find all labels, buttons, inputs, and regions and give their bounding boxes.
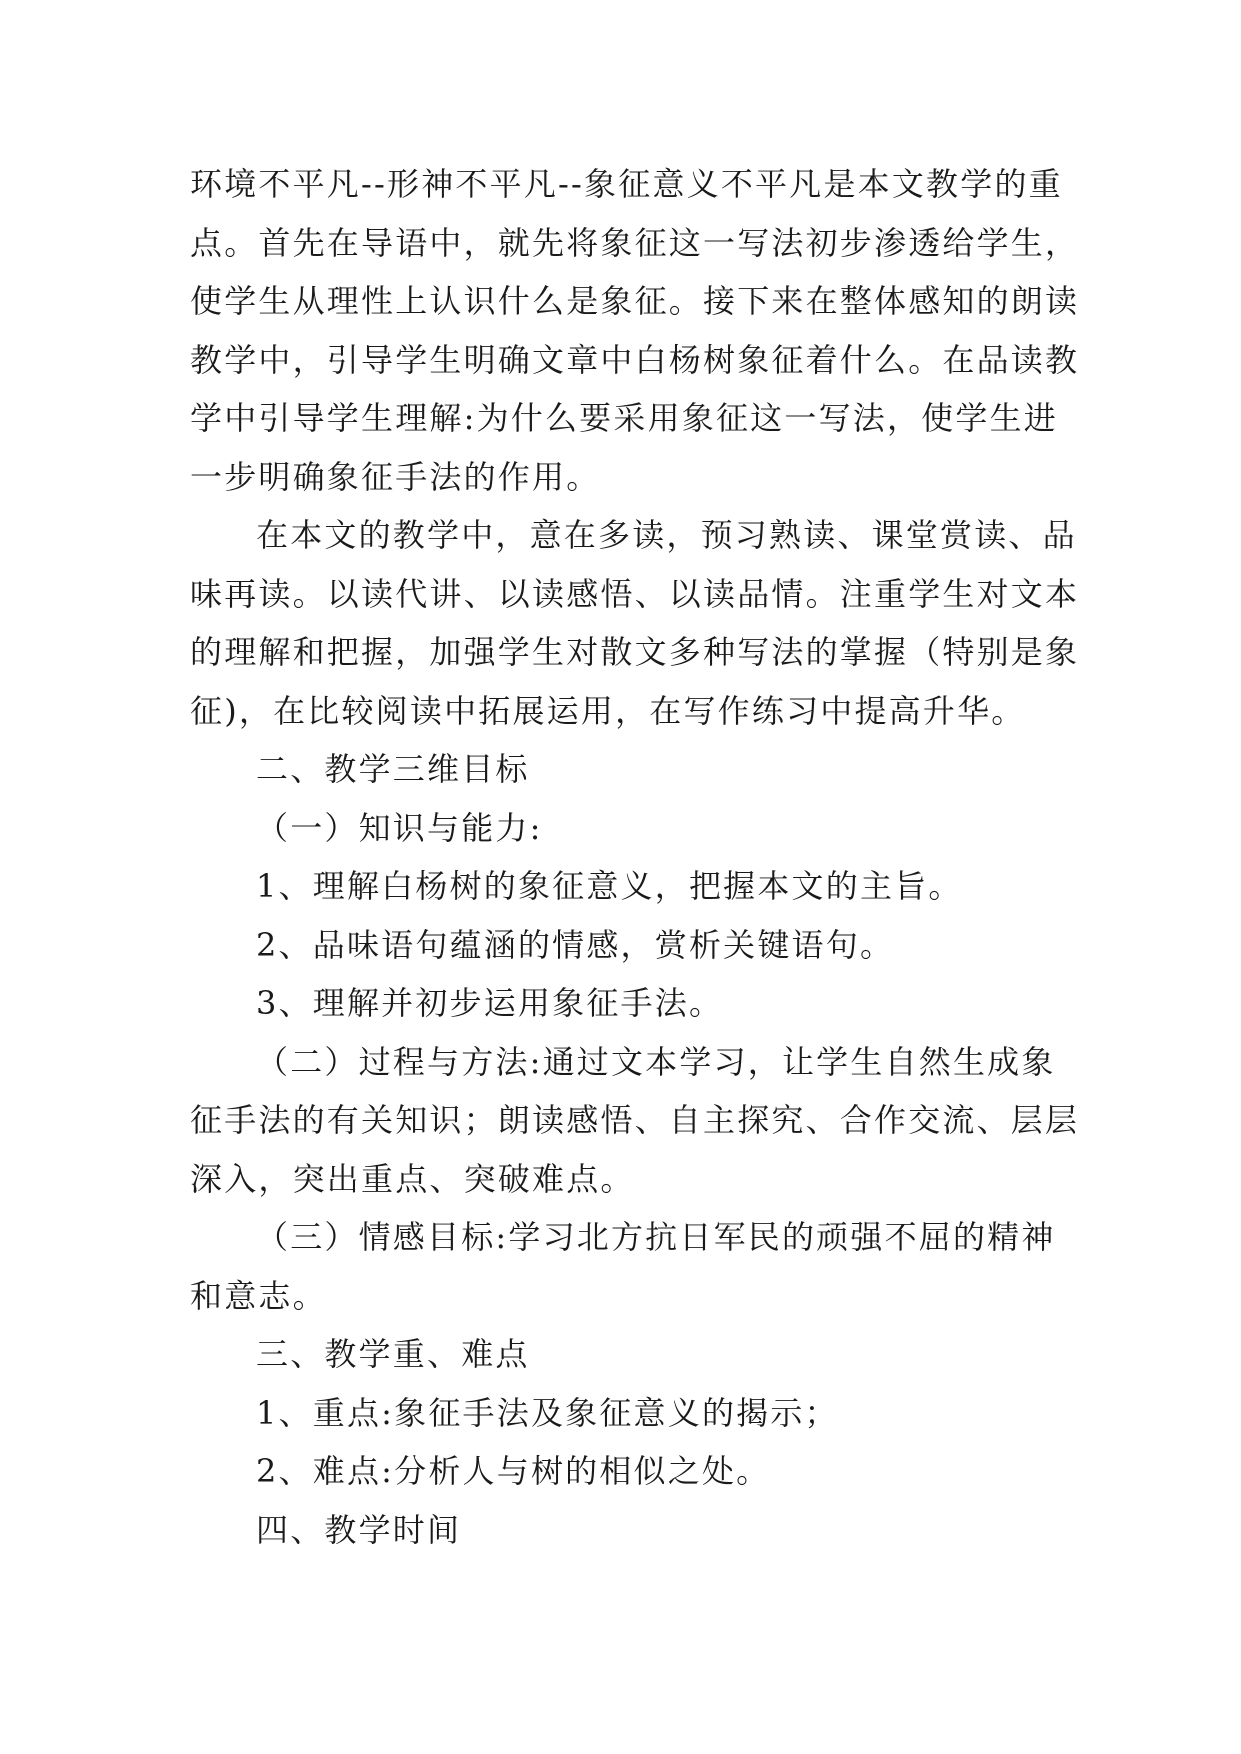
text-line: 味再读。以读代讲、以读感悟、以读品情。注重学生对文本 — [190, 574, 1080, 613]
text-line: 一步明确象征手法的作用。 — [190, 457, 601, 496]
text-line: 2、难点:分析人与树的相似之处。 — [256, 1452, 771, 1490]
text-line: 学中引导学生理解:为什么要采用象征这一写法，使学生进 — [190, 399, 1058, 437]
text-line: 1、理解白杨树的象征意义，把握本文的主旨。 — [256, 867, 963, 905]
text-line: 征)，在比较阅读中拓展运用，在写作练习中提高升华。 — [190, 691, 1026, 730]
text-line: 征手法的有关知识；朗读感悟、自主探究、合作交流、层层 — [190, 1101, 1080, 1139]
text-line: 使学生从理性上认识什么是象征。接下来在整体感知的朗读 — [190, 282, 1080, 320]
text-line: 三、教学重、难点 — [256, 1335, 530, 1373]
text-line: 和意志。 — [190, 1276, 327, 1315]
text-line: （二）过程与方法:通过文本学习，让学生自然生成象 — [256, 1042, 1056, 1081]
text-line: 点。首先在导语中，就先将象征这一写法初步渗透给学生， — [190, 223, 1080, 262]
document-body — [190, 155, 1080, 1559]
text-line: 教学中，引导学生明确文章中白杨树象征着什么。在品读教 — [190, 340, 1080, 379]
text-line: 3、理解并初步运用象征手法。 — [256, 984, 724, 1022]
text-line: 2、品味语句蕴涵的情感，赏析关键语句。 — [256, 925, 895, 964]
text-line: 深入，突出重点、突破难点。 — [190, 1159, 635, 1198]
text-line: 在本文的教学中，意在多读，预习熟读、课堂赏读、品 — [256, 516, 1077, 554]
text-line: 二、教学三维目标 — [256, 750, 530, 788]
text-line: 1、重点:象征手法及象征意义的揭示； — [256, 1393, 839, 1432]
text-line: 的理解和把握，加强学生对散文多种写法的掌握（特别是象 — [190, 633, 1080, 671]
text-line: （一）知识与能力: — [256, 808, 543, 847]
text-line: 四、教学时间 — [256, 1510, 462, 1549]
text-line: （三）情感目标:学习北方抗日军民的顽强不屈的精神 — [256, 1218, 1056, 1256]
text-line: 环境不平凡--形神不平凡--象征意义不平凡是本文教学的重 — [190, 165, 1063, 203]
